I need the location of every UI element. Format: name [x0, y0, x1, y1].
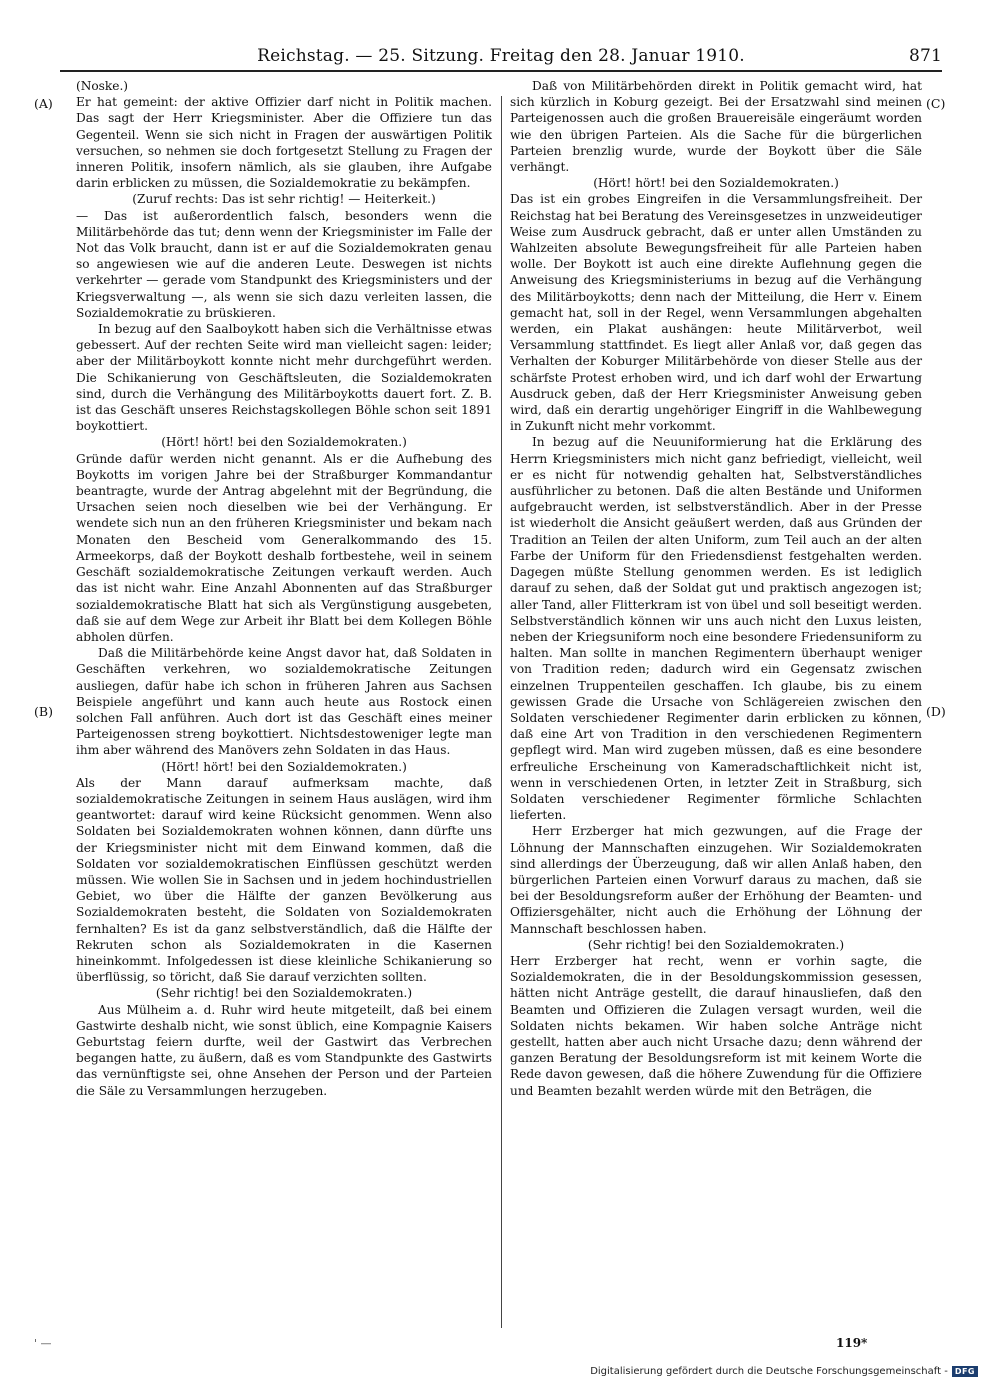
dfg-logo: DFG	[952, 1366, 978, 1377]
paragraph: Herr Erzberger hat recht, wenn er vorhin sagte, die Sozialdemokraten, die in der Besoldungskommission gesessen, hätten nicht Anträge gestellt, die darauf hinausliefen, daß den Beamten und Offizieren die Zulagen versagt wurden, weil die Soldaten nichts bekamen. Wir haben solche Anträge nicht gestellt, hatten aber auch nicht Ursache dazu; denn während der ganzen Beratung der Besoldungsreform ist mit keinem Worte die Rede davon gewesen, daß die höhere Zuwendung für die Offiziere und Beamten bezahlt werden würde mit den Beträgen, die	[510, 953, 922, 1098]
paragraph: Als der Mann darauf aufmerksam machte, daß sozialdemokratische Zeitungen in seinem Haus auslägen, wird ihm geantwortet: darauf wird keine Rücksicht genommen. Wenn also Soldaten bei Sozialdemokraten wohnen können, dann dürfte uns der Kriegsminister nicht mit dem Einwand kommen, daß die Soldaten vor sozialdemokratischen Einflüssen geschützt werden müssen. Wie wollen Sie in Sachsen und in jedem hochindustriellen Gebiet, wo über die Hälfte der ganzen Bevölkerung aus Sozialdemokraten besteht, die Soldaten von Sozialdemokraten fernhalten? Es ist da ganz selbstverständlich, daß die Hälfte der Rekruten schon als Sozialdemokraten in die Kasernen hineinkommt. Infolgedessen ist diese kleinliche Schikanierung so überflüssig, so töricht, daß Sie darauf verzichten sollten.	[76, 775, 492, 985]
right-column	[510, 78, 922, 1099]
paragraph: Daß von Militärbehörden direkt in Politik gemacht wird, hat sich kürzlich in Koburg gezeigt. Bei der Ersatzwahl sind meinen Parteigenossen auch die großen Brauereisäle eingeräumt worden wie den übrigen Parteien. Als die Sache für die bürgerlichen Parteien brenzlig wurde, wurde der Boykott über die Säle verhängt.	[510, 79, 922, 175]
interjection: (Zuruf rechts: Das ist sehr richtig! — Heiterkeit.)	[132, 192, 436, 207]
dfg-footer	[590, 1366, 978, 1377]
footer-text: Digitalisierung gefördert durch die Deutsche Forschungsgemeinschaft -	[590, 1366, 948, 1377]
paragraph: In bezug auf die Neuuniformierung hat die Erklärung des Herrn Kriegsministers mich nicht ganz befriedigt, vielleicht, weil er es nicht für notwendig gehalten hat, Selbstverständliches ausführlicher zu betonen. Daß die alten Bestände und Uniformen aufgebraucht werden, ist selbstverständlich. Aber in der Presse ist wiederholt die Ansicht geäußert werden, daß aus Gründen der Tradition an Teilen der alten Uniform, zum Teil auch an der alten Farbe der Uniform für den Friedensdienst festgehalten werden. Dagegen müßte Stellung genommen werden. Es ist lediglich darauf zu sehen, daß der Soldat gut und praktisch angezogen ist; aller Tand, aller Flitterkram ist von übel und soll beseitigt werden. Selbstverständlich können wir uns auch nicht den Luxus leisten, neben der Kriegsuniform noch eine besondere Friedensuniform zu halten. Man sollte in manchen Regimentern überhaupt weniger von Tradition reden; dadurch wird ein Gegensatz zwischen einzelnen Truppenteilen geschaffen. Ich glaube, bis zu einem gewissen Grade die Ursache von Schlägereien zwischen den Soldaten verschiedener Regimenter darin erblicken zu können, daß eine Art von Tradition in den verschiedenen Regimentern gepflegt wird. Man wird zugeben müssen, daß es eine besondere erfreuliche Erscheinung von Kameradschaftlichkeit nicht ist, wenn in verschiedenen Orten, in letzter Zeit in Straßburg, sich Soldaten verschiedener Regimenter förmliche Schlachten lieferten.	[510, 435, 922, 823]
interjection: (Sehr richtig! bei den Sozialdemokraten.)	[587, 937, 845, 952]
interjection: (Hört! hört! bei den Sozialdemokraten.)	[593, 176, 839, 191]
paragraph: Gründe dafür werden nicht genannt. Als er die Aufhebung des Boykotts im vorigen Jahre bei der Straßburger Kommandantur beantragte, wurde der Antrag abgelehnt mit der Begründung, die Ursachen seien noch dieselben wie bei der Verhängung. Er wendete sich nun an den früheren Kriegsminister und bekam nach Monaten den Bescheid vom Generalkommando des 15. Armeekorps, daß der Boykott deshalb fortbestehe, weil in seinem Geschäft sozialdemokratische Zeitungen verkauft werden. Auch das ist nicht wahr. Eine Anzahl Abonnenten auf das Straßburger sozialdemokratische Blatt hat sich als Vergünstigung ausgebeten, daß sie auf dem Wege zur Arbeit ihr Blatt bei dem Kollegen Böhle abholen dürfen.	[76, 451, 492, 644]
paragraph: Herr Erzberger hat mich gezwungen, auf die Frage der Löhnung der Mannschaften einzugehen. Wir Sozialdemokraten sind allerdings der Überzeugung, daß wir allen Anlaß haben, den bürgerlichen Parteien einen Vorwurf daraus zu machen, daß sie bei der Besoldungsreform außer der Erhöhung der Beamten- und Offiziersgehälter, nicht auch die Erhöhung der Löhnung der Mannschaft beschlossen haben.	[510, 824, 922, 936]
margin-mark-c: (C)	[926, 96, 946, 111]
paragraph: In bezug auf den Saalboykott haben sich die Verhältnisse etwas gebessert. Auf der rechten Seite wird man vielleicht sagen: leider; aber der Militärboykott konnte nicht mehr durchgeführt werden. Die Schikanierung von Geschäftsleuten, die Sozialdemokraten sind, durch die Verhängung des Militärboykotts dauert fort. Z. B. ist das Geschäft unseres Reichstagskollegen Böhle schon seit 1891 boykottiert.	[76, 322, 492, 434]
interjection: (Hört! hört! bei den Sozialdemokraten.)	[161, 759, 407, 774]
margin-mark-d: (D)	[926, 704, 946, 719]
interjection: (Hört! hört! bei den Sozialdemokraten.)	[161, 435, 407, 450]
speaker-name: (Noske.)	[76, 79, 129, 93]
paragraph: — Das ist außerordentlich falsch, besonders wenn die Militärbehörde das tut; denn wenn der Kriegsminister im Falle der Not das Volk braucht, dann ist er auf die Sozialdemokraten genau so angewiesen wie auf die anderen Leute. Deswegen ist nichts verkehrter — gerade vom Standpunkt des Kriegsministers und der Kriegsverwaltung —, als wenn sie sich dazu verleiten lassen, die Sozialdemokratie zu brüskieren.	[76, 208, 492, 320]
margin-mark-b: (B)	[34, 704, 53, 719]
scan-mark: ' —	[34, 1337, 52, 1350]
page-title: Reichstag. — 25. Sitzung. Freitag den 28. Januar 1910.	[257, 46, 745, 66]
paragraph: Das ist ein grobes Eingreifen in die Versammlungsfreiheit. Der Reichstag hat bei Beratung des Vereinsgesetzes in unzweideutiger Weise zum Ausdruck gebracht, daß er unter allen Umständen zu Wahlzeiten absolute Bewegungsfreiheit für alle Parteien haben wolle. Der Boykott ist auch eine direkte Auflehnung gegen die Anweisung des Kriegsministeriums in bezug auf die Verhängung des Militärboykotts; denn nach der Mitteilung, die Herr v. Einem gemacht hat, soll in der Regel, wenn Versammlungen abgehalten werden, ein Plakat aushängen: heute Militärverbot, weil Versammlung stattfindet. Es liegt aller Anlaß vor, daß gegen das Verhalten der Koburger Militärbehörde von dieser Stelle aus der schärfste Protest erhoben wird, und ich darf wohl der Erwartung Ausdruck geben, daß der Herr Kriegsminister Anweisung geben wird, daß ein derartig ungehöriger Eingriff in die Wahlbewegung in Zukunft nicht mehr vorkommt.	[510, 192, 922, 434]
left-column-body	[76, 94, 492, 1099]
interjection: (Sehr richtig! bei den Sozialdemokraten.)	[155, 986, 413, 1001]
paragraph: Daß die Militärbehörde keine Angst davor hat, daß Soldaten in Geschäften verkehren, wo sozialdemokratische Zeitungen ausliegen, dafür habe ich schon in früheren Jahren aus Sachsen Beispiele angeführt und kann auch heute aus Rostock einen solchen Fall anführen. Auch dort ist das Geschäft eines meiner Parteigenossen streng boykottiert. Nichtsdestoweniger legte man ihm aber während des Manövers zehn Soldaten in das Haus.	[76, 646, 492, 758]
page-header	[60, 44, 942, 72]
left-column	[76, 78, 492, 1099]
page-number: 871	[908, 46, 942, 66]
column-divider	[501, 96, 502, 1328]
paragraph: Er hat gemeint: der aktive Offizier darf nicht in Politik machen. Das sagt der Herr Kriegsminister. Aber die Offiziere tun das Gegenteil. Wenn sie sich nicht in Fragen der auswärtigen Politik versuchen, so nehmen sie doch fortgesetzt Stellung zu Fragen der inneren Politik, insofern nämlich, als sie glauben, ihre Aufgabe darin erblicken zu müssen, die Sozialdemokratie zu bekämpfen.	[76, 95, 492, 191]
signature-mark: 119*	[836, 1336, 868, 1350]
margin-mark-a: (A)	[34, 96, 53, 111]
right-column-body	[510, 78, 922, 1099]
paragraph: Aus Mülheim a. d. Ruhr wird heute mitgeteilt, daß bei einem Gastwirte deshalb nicht, wie sonst üblich, eine Kompagnie Kaisers Geburtstag feiern durfte, weil der Gastwirt das Verbrechen begangen hatte, zu äußern, daß es vom Standpunkte des Gastwirts das vernünftigste sei, ohne Ansehen der Person und der Parteien die Säle zu Versammlungen herzugeben.	[76, 1002, 492, 1098]
